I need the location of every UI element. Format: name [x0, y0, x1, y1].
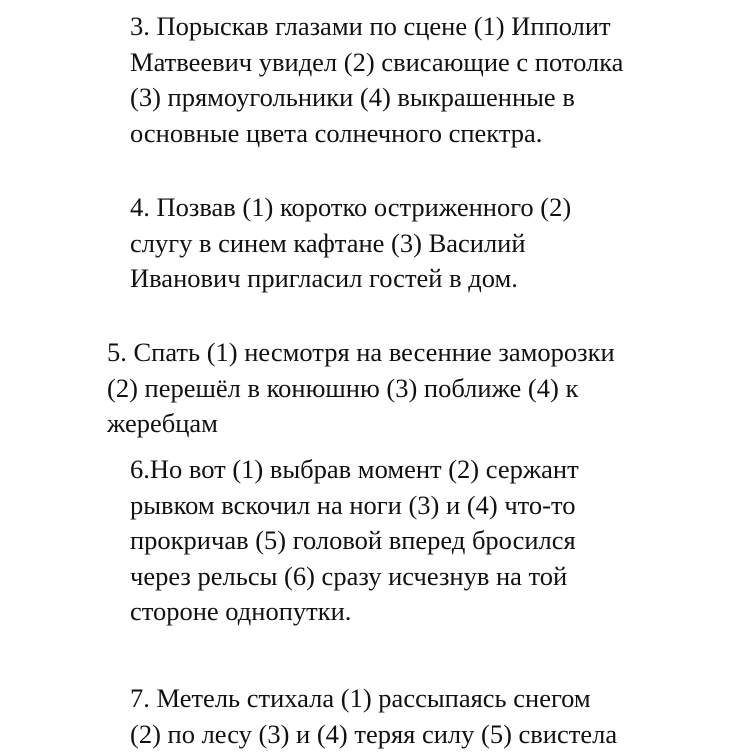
text-line: стороне однопутки. [130, 594, 579, 630]
text-line: 4. Позвав (1) коротко остриженного (2) [130, 190, 571, 226]
text-line: рывком вскочил на ноги (3) и (4) что-то [130, 488, 579, 524]
text-line: основные цвета солнечного спектра. [130, 116, 623, 152]
exercise-item-7 [130, 681, 617, 752]
exercise-item-3 [130, 9, 623, 151]
text-line: слугу в синем кафтане (3) Василий [130, 226, 571, 262]
text-line: через рельсы (6) сразу исчезнув на той [130, 559, 579, 595]
text-line: (3) прямоугольники (4) выкрашенные в [130, 80, 623, 116]
text-line: 7. Метель стихала (1) рассыпаясь снегом [130, 681, 617, 717]
text-line: (2) по лесу (3) и (4) теряя силу (5) свистела [130, 717, 617, 752]
text-line: 3. Порыскав глазами по сцене (1) Ипполит [130, 9, 623, 45]
exercise-item-6 [130, 452, 579, 630]
text-line: 6.Но вот (1) выбрав момент (2) сержант [130, 452, 579, 488]
exercise-item-5 [107, 335, 615, 442]
text-line: Матвеевич увидел (2) свисающие с потолка [130, 45, 623, 81]
text-line: 5. Спать (1) несмотря на весенние заморозки [107, 335, 615, 371]
text-line: Иванович пригласил гостей в дом. [130, 261, 571, 297]
text-line: жеребцам [107, 406, 615, 442]
text-line: (2) перешёл в конюшню (3) поближе (4) к [107, 371, 615, 407]
exercise-item-4 [130, 190, 571, 297]
text-line: прокричав (5) головой вперед бросился [130, 523, 579, 559]
